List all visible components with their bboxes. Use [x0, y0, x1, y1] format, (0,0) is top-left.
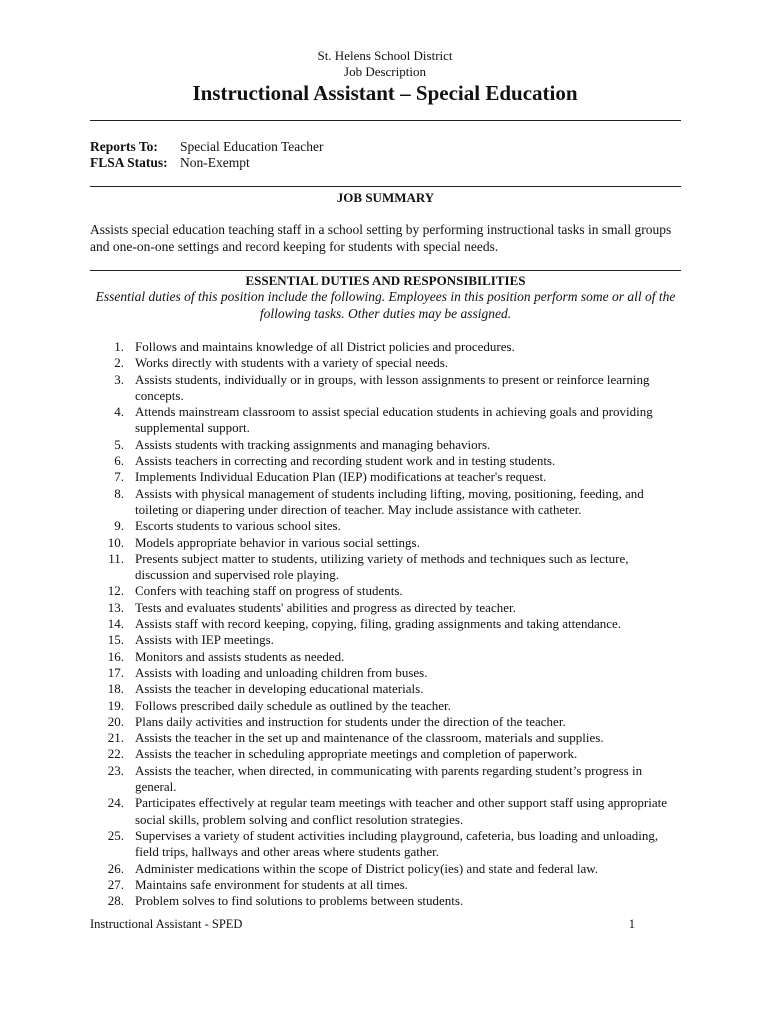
duty-number: 19. [107, 697, 124, 713]
duty-text: Assists the teacher, when directed, in communicating with parents regarding student’s progress in general. [135, 762, 643, 795]
duty-item [90, 746, 681, 762]
duties-divider [90, 270, 681, 271]
duty-item [90, 583, 681, 599]
duties-list [90, 339, 681, 909]
page-title: Instructional Assistant – Special Education [192, 81, 578, 105]
document-type: Job Description [344, 64, 426, 79]
duty-item [90, 665, 681, 681]
duty-number: 17. [107, 664, 124, 680]
duty-text: Models appropriate behavior in various social settings. [135, 534, 420, 550]
footer-title: Instructional Assistant - SPED [90, 917, 243, 931]
duty-item [90, 763, 681, 796]
duty-text: Confers with teaching staff on progress of students. [135, 583, 403, 599]
duty-text: Administer medications within the scope of District policy(ies) and state and federal law. [135, 860, 599, 876]
duty-text: Assists the teacher in developing educational materials. [135, 681, 424, 697]
duty-number: 3. [114, 371, 124, 387]
duty-number: 12. [107, 583, 124, 599]
duty-number: 16. [107, 648, 124, 664]
duty-item [90, 339, 681, 355]
duty-item [90, 714, 681, 730]
duty-item [90, 518, 681, 534]
duty-text: Presents subject matter to students, utilizing variety of methods and techniques such as lecture, discussion and supervised role playing. [135, 550, 629, 583]
duty-text: Works directly with students with a variety of special needs. [135, 355, 449, 371]
duty-item [90, 486, 681, 519]
duty-item [90, 828, 681, 861]
duty-text: Plans daily activities and instruction for students under the direction of the teacher. [135, 713, 566, 729]
district-name: St. Helens School District [317, 48, 453, 63]
duty-item [90, 600, 681, 616]
duty-text: Supervises a variety of student activities including playground, cafeteria, bus loading and unloading, field trips, hallways and other areas where students gather. [135, 827, 659, 860]
reports-to-label: Reports To: [90, 139, 158, 154]
duty-number: 4. [114, 404, 124, 420]
duty-number: 14. [107, 616, 124, 632]
duty-item [90, 437, 681, 453]
duty-text: Assists students with tracking assignments and managing behaviors. [135, 436, 491, 452]
duty-number: 9. [114, 518, 124, 534]
duty-number: 7. [114, 469, 124, 485]
duty-text: Assists staff with record keeping, copying, filing, grading assignments and taking attendance. [135, 616, 622, 632]
duty-item [90, 877, 681, 893]
duty-item [90, 649, 681, 665]
flsa-status-label: FLSA Status: [90, 155, 168, 170]
duty-text: Assists with physical management of students including lifting, moving, positioning, feeding, and toileting or diapering under direction of teacher. May include assistance with catheter. [135, 485, 644, 517]
duty-number: 15. [107, 632, 124, 648]
duty-text: Problem solves to find solutions to problems between students. [135, 893, 464, 909]
duty-number: 27. [107, 876, 124, 892]
duty-text: Attends mainstream classroom to assist special education students in achieving goals and providing supplemental support. [135, 404, 653, 436]
duty-text: Assists the teacher in the set up and maintenance of the classroom, materials and supplies. [135, 730, 604, 746]
page-number: 1 [628, 917, 635, 931]
duty-number: 11. [108, 550, 124, 566]
duty-item [90, 355, 681, 371]
duty-item [90, 404, 681, 437]
title-divider [90, 120, 681, 121]
duty-item [90, 632, 681, 648]
duty-number: 21. [107, 730, 124, 746]
duty-number: 20. [107, 713, 124, 729]
duty-number: 1. [114, 339, 124, 354]
duties-intro: Essential duties of this position include the following. Employees in this position perform some or all of the following tasks. Other duties may be assigned. [95, 289, 676, 321]
duty-number: 18. [107, 681, 124, 697]
duty-item [90, 469, 681, 485]
duty-text: Follows and maintains knowledge of all District policies and procedures. [135, 339, 515, 354]
duty-text: Monitors and assists students as needed. [135, 648, 345, 664]
duty-number: 13. [107, 599, 124, 615]
duties-heading: ESSENTIAL DUTIES AND RESPONSIBILITIES [245, 273, 526, 288]
duty-text: Assists students, individually or in groups, with lesson assignments to present or reinforce learning concepts. [135, 371, 650, 403]
duty-number: 26. [107, 860, 124, 876]
duty-number: 5. [114, 436, 124, 452]
duty-number: 23. [107, 762, 124, 778]
duty-number: 10. [107, 534, 124, 550]
duty-item [90, 616, 681, 632]
duty-text: Tests and evaluates students' abilities and progress as directed by teacher. [135, 599, 516, 615]
duty-number: 2. [114, 355, 124, 371]
duty-text: Escorts students to various school sites. [135, 518, 341, 534]
duty-item [90, 795, 681, 828]
duty-number: 8. [114, 485, 124, 501]
duty-item [90, 730, 681, 746]
duty-text: Maintains safe environment for students at all times. [135, 876, 408, 892]
duty-number: 28. [107, 893, 124, 909]
duty-number: 6. [114, 453, 124, 469]
summary-divider [90, 186, 681, 187]
duty-text: Assists with loading and unloading children from buses. [135, 664, 428, 680]
flsa-status-row [90, 155, 250, 171]
job-summary-heading: JOB SUMMARY [336, 190, 435, 205]
reports-to-value: Special Education Teacher [180, 139, 324, 154]
duty-item [90, 372, 681, 405]
flsa-status-value: Non-Exempt [180, 155, 250, 170]
duty-text: Implements Individual Education Plan (IEP) modifications at teacher's request. [135, 469, 547, 485]
duty-item [90, 453, 681, 469]
duty-number: 24. [107, 795, 124, 811]
duty-number: 22. [107, 746, 124, 762]
duty-item [90, 698, 681, 714]
duty-number: 25. [107, 827, 124, 843]
duty-item [90, 893, 681, 909]
duty-item [90, 681, 681, 697]
duty-text: Participates effectively at regular team meetings with teacher and other support staff using appropriate social skills, problem solving and conflict resolution strategies. [135, 795, 667, 827]
duty-item [90, 535, 681, 551]
reports-to-row [90, 139, 324, 155]
duty-text: Follows prescribed daily schedule as outlined by the teacher. [135, 697, 451, 713]
duty-text: Assists teachers in correcting and recording student work and in testing students. [135, 453, 556, 469]
duty-item [90, 861, 681, 877]
duty-text: Assists with IEP meetings. [135, 632, 274, 648]
job-summary-text: Assists special education teaching staff in a school setting by performing instructional tasks in small groups and one-on-one settings and record keeping for students with special needs. [90, 222, 672, 254]
duty-item [90, 551, 681, 584]
duty-text: Assists the teacher in scheduling appropriate meetings and completion of paperwork. [135, 746, 578, 762]
